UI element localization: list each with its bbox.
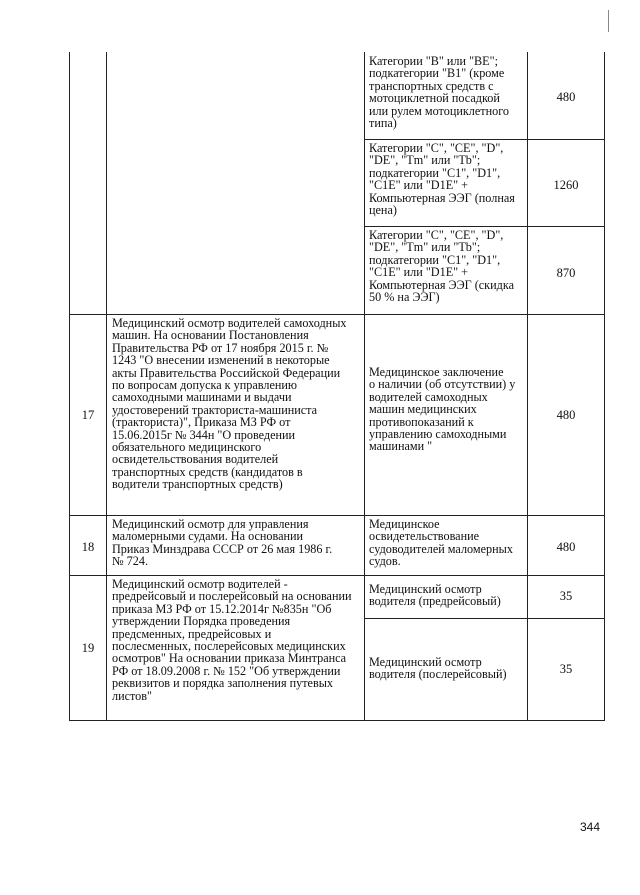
service-price: 35 [559,662,573,676]
service-name: Категории "C", "CE", "D", "DE", "Tm" или "Tb"; подкатегории "C1", "D1", "C1E" или "D1E" + Компьютерная ЭЭГ (полная цена) [369,141,515,218]
service-name: Категории "C", "CE", "D", "DE", "Tm" или "Tb"; подкатегории "C1", "D1", "C1E" или "D1E" + Компьютерная ЭЭГ (скидка 50 % на ЭЭГ) [369,228,514,305]
service-price: 35 [559,589,573,603]
row-description: Медицинский осмотр водителей - предрейсовый и послерейсовый на основании приказа МЗ РФ от 15.12.2014г №835н "Об утверждении Порядка проведения предсменных, предрейсовых и послесменных, послерейсовых медицинских осмотров" На основании приказа Минтранса РФ от 18.09.2008 г. № 152 "Об утверждении реквизитов и порядка заполнения путевых листов" [112,577,352,703]
service-price: 870 [556,266,576,280]
scan-mark-right [608,10,609,32]
service-price: 480 [556,408,576,422]
service-price: 1260 [553,178,579,192]
service-name: Медицинское освидетельствование судоводителей маломерных судов. [369,517,513,569]
service-name: Медицинский осмотр водителя (предрейсовый) [369,582,501,609]
page-number: 344 [579,820,600,834]
row-number: 18 [81,540,95,554]
row-number: 19 [81,641,95,655]
service-name: Медицинское заключение о наличии (об отсутствии) у водителей самоходных машин медицинских противопоказаний к управлению самоходными машинами " [369,365,516,454]
service-price: 480 [556,540,576,554]
service-name: Медицинский осмотр водителя (послерейсовый) [369,655,507,682]
service-price: 480 [556,90,576,104]
row-number: 17 [81,408,95,422]
row-description: Медицинский осмотр водителей самоходных машин. На основании Постановления Правительства РФ от 17 ноября 2015 г. № 1243 "О внесении изменений в некоторые акты Правительства Российской Федерации по вопросам допуска к управлению самоходными машинами и выдачи удостоверений тракториста-машиниста (тракториста)", Приказа МЗ РФ от 15.06.2015г № 344н "О проведении обязательного медицинского освидетельствования водителей транспортных средств (кандидатов в водители транспортных средств) [112,316,347,492]
service-name: Категории "B" или "BE"; подкатегории "B1" (кроме транспортных средств с мотоциклетной посадкой или рулем мотоциклетного типа) [369,54,510,131]
row-description: Медицинский осмотр для управления маломерными судами. На основании Приказ Минздрава СССР от 26 мая 1986 г. № 724. [112,517,333,569]
